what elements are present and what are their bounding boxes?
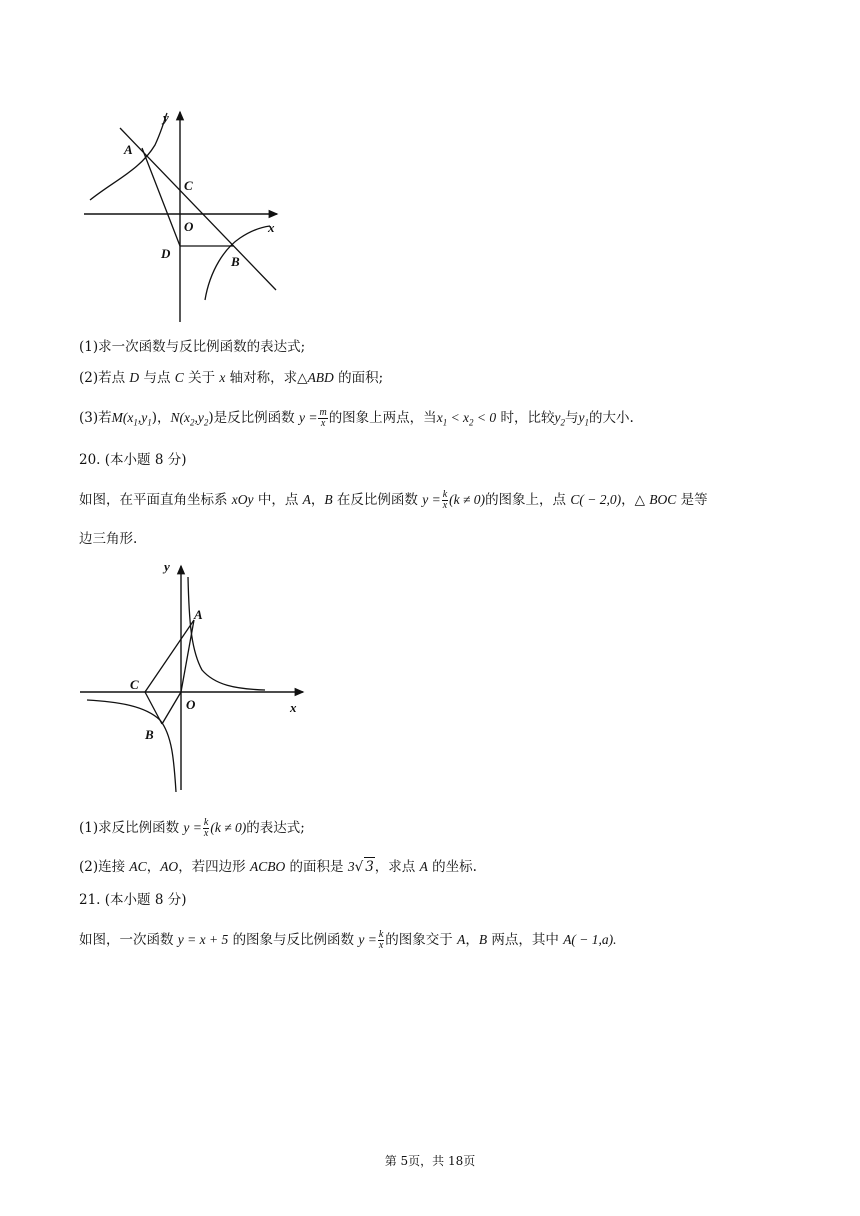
label-C: C xyxy=(130,677,139,692)
label-x: x xyxy=(268,220,275,235)
fraction-k-over-x: $\frac{k}{x}$ xyxy=(442,489,448,511)
q20-part2: (2)连接 AC，AO，若四边形 ACBO 的面积是 3√ 3，求点 A 的坐标. xyxy=(79,859,477,875)
q19-part1: (1)求一次函数与反比例函数的表达式; xyxy=(79,339,306,355)
q21-heading: 21. (本小题 8 分) xyxy=(79,892,187,908)
fraction-k-over-x: $\frac{k}{x}$ xyxy=(203,817,209,839)
q20-heading: 20. (本小题 8 分) xyxy=(79,452,187,468)
q20-stem-line1: 如图，在平面直角坐标系 xOy 中，点 A，B 在反比例函数 y = $\frac{k}{x}$ (k ≠ 0)的图象上，点 C( − 2,0)，△ BOC 是等 xyxy=(79,489,708,511)
label-C: C xyxy=(184,178,193,193)
segment-AD xyxy=(142,148,180,246)
fraction-k-over-x: $\frac{k}{x}$ xyxy=(378,929,384,951)
label-y: y xyxy=(163,110,169,125)
label-x: x xyxy=(290,700,297,715)
hyperbola-branch-first-quadrant xyxy=(188,577,265,690)
label-O: O xyxy=(184,219,194,234)
label-B: B xyxy=(145,727,154,742)
q19-part3: (3)若$M(x_1,y_1)$，$N(x_2,y_2)$是反比例函数 y = $\frac{m}{x}$ 的图象上两点，当$x_1 < x_2 < 0$ 时，比较$y_2$与$y_1$的大小. xyxy=(79,407,634,429)
segment-CB xyxy=(145,692,162,724)
segment-CA xyxy=(145,620,194,692)
label-A: A xyxy=(124,142,133,157)
segment-OA xyxy=(181,620,194,692)
q21-stem: 如图，一次函数 y = x + 5 的图象与反比例函数 y = $\frac{k}{x}$ 的图象交于 A，B 两点，其中 A( − 1,a). xyxy=(79,929,617,951)
q20-part1: (1)求反比例函数 y = $\frac{k}{x}$ (k ≠ 0)的表达式; xyxy=(79,817,305,839)
label-A: A xyxy=(194,607,203,622)
q20-stem-line2: 边三角形. xyxy=(79,531,138,547)
label-D: D xyxy=(161,246,171,261)
fraction-m-over-x: $\frac{m}{x}$ xyxy=(319,407,327,429)
segment-OB xyxy=(162,692,181,724)
q19-part2: (2)若点 D 与点 C 关于 x 轴对称，求△ABD 的面积; xyxy=(79,370,384,386)
label-O: O xyxy=(186,697,196,712)
figure-2-graph xyxy=(75,558,315,798)
figure-1-graph xyxy=(80,105,290,330)
label-B: B xyxy=(231,254,240,269)
hyperbola-branch-third-quadrant xyxy=(87,700,176,792)
label-y: y xyxy=(164,559,170,574)
page-footer: 第 5页，共 18页 xyxy=(384,1154,476,1168)
